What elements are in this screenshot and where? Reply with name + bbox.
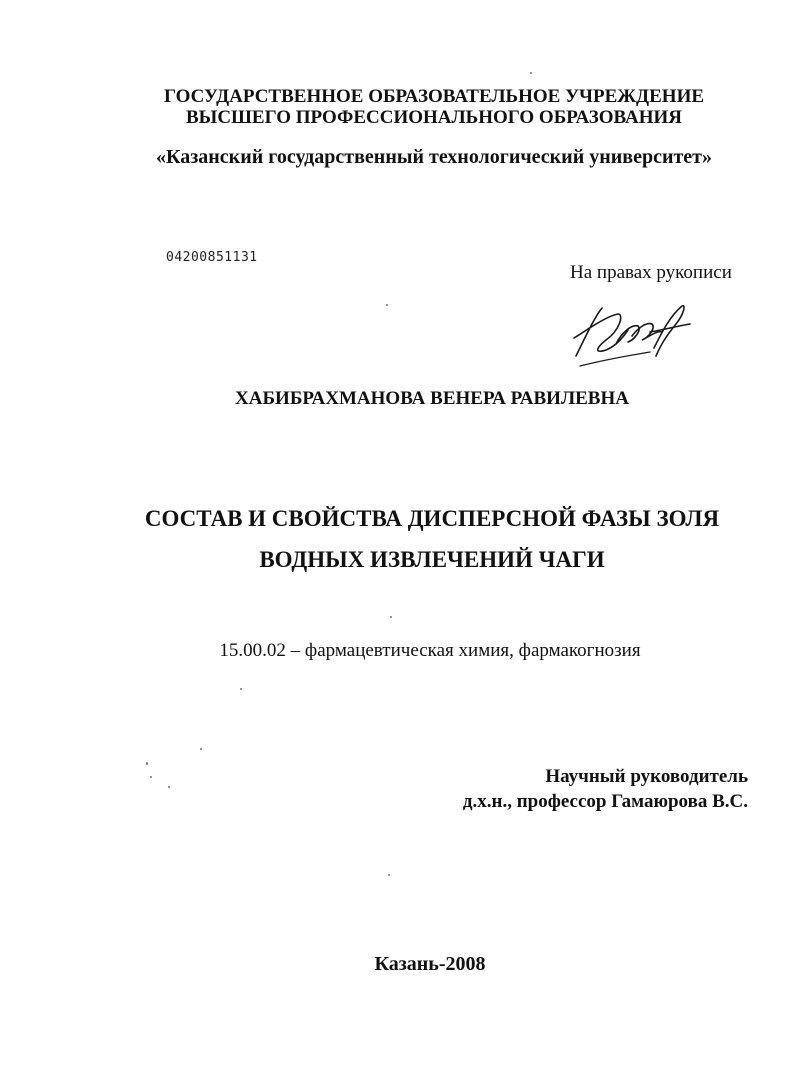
scan-speck bbox=[530, 72, 532, 74]
dissertation-title-line-2: ВОДНЫХ ИЗВЛЕЧЕНИЙ ЧАГИ bbox=[259, 547, 605, 572]
institution-line-2: ВЫСШЕГО ПРОФЕССИОНАЛЬНОГО ОБРАЗОВАНИЯ bbox=[186, 107, 682, 128]
scan-speck bbox=[390, 616, 392, 618]
scan-speck bbox=[388, 874, 390, 876]
scan-speck bbox=[200, 748, 202, 750]
scan-speck bbox=[240, 688, 242, 690]
handwritten-signature bbox=[566, 296, 696, 376]
manuscript-note: На правах рукописи bbox=[570, 262, 732, 283]
specialty-code: 15.00.02 – фармацевтическая химия, фармакогнозия bbox=[219, 640, 641, 661]
scan-speck bbox=[146, 762, 148, 765]
city-year: Казань-2008 bbox=[374, 953, 486, 975]
supervisor-block bbox=[463, 764, 748, 814]
author-name: ХАБИБРАХМАНОВА ВЕНЕРА РАВИЛЕВНА bbox=[235, 388, 629, 409]
scan-speck bbox=[386, 304, 388, 306]
dissertation-title-line-1: СОСТАВ И СВОЙСТВА ДИСПЕРСНОЙ ФАЗЫ ЗОЛЯ bbox=[144, 506, 720, 531]
university-name: «Казанский государственный технологический университет» bbox=[156, 146, 712, 168]
stamp-number: 04200851131 bbox=[166, 250, 258, 265]
institution-line-1: ГОСУДАРСТВЕННОЕ ОБРАЗОВАТЕЛЬНОЕ УЧРЕЖДЕНИЕ bbox=[163, 86, 705, 107]
scan-speck bbox=[168, 786, 170, 788]
scan-speck bbox=[150, 776, 152, 778]
supervisor-label: Научный руководитель bbox=[545, 766, 748, 787]
supervisor-name: д.х.н., профессор Гамаюрова В.С. bbox=[462, 791, 748, 812]
